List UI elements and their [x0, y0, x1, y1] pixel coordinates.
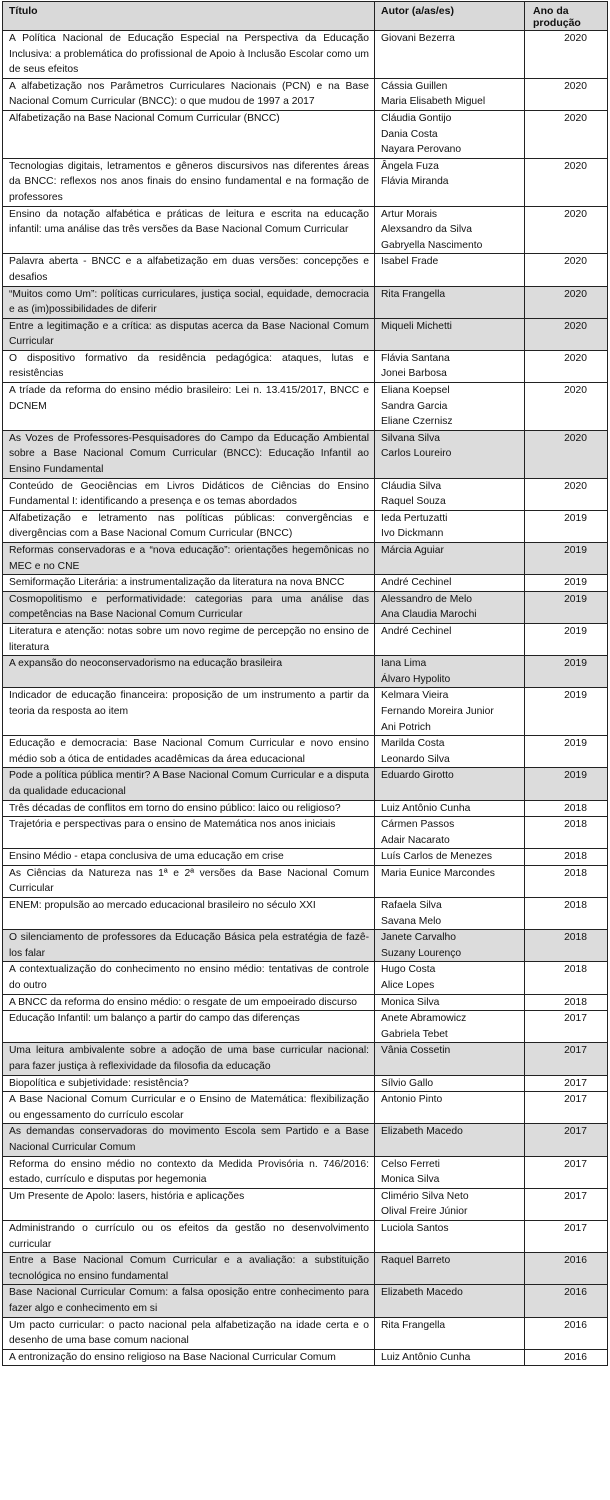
cell-title: Literatura e atenção: notas sobre um novo regime de percepção no ensino de literatura	[3, 623, 375, 655]
author-name: Rita Frangella	[381, 288, 446, 300]
author-name: Raquel Barreto	[381, 1255, 451, 1267]
cell-authors	[375, 898, 525, 930]
author-name: Alessandro de Melo	[381, 593, 473, 605]
cell-year: 2020	[525, 254, 608, 286]
cell-title: Base Nacional Curricular Comum: a falsa oposição entre conhecimento para fazer algo e conhecimento em si	[3, 1285, 375, 1317]
cell-year: 2017	[525, 1124, 608, 1156]
table-row	[3, 736, 608, 768]
table-row	[3, 1043, 608, 1075]
author-name: Eliana Koepsel	[381, 385, 450, 397]
cell-authors	[375, 591, 525, 623]
author-name: Márcia Aguiar	[381, 545, 444, 556]
cell-title: A entronização do ensino religioso na Base Nacional Curricular Comum	[3, 1349, 375, 1366]
cell-title: Um pacto curricular: o pacto nacional pela alfabetização na idade certa e o desenho de uma base comum nacional	[3, 1317, 375, 1349]
author-name: Luís Carlos de Menezes	[381, 851, 493, 863]
cell-year: 2020	[525, 110, 608, 158]
author-name: Antonio Pinto	[381, 1094, 443, 1106]
table-row	[3, 1156, 608, 1188]
cell-year: 2018	[525, 800, 608, 817]
table-row	[3, 1188, 608, 1220]
cell-title: Entre a legitimação e a crítica: as disputas acerca da Base Nacional Comum Curricular	[3, 318, 375, 350]
table-body	[3, 31, 608, 1366]
cell-year: 2017	[525, 1220, 608, 1252]
author-name: Giovani Bezerra	[381, 33, 455, 44]
table-row	[3, 1253, 608, 1285]
author-name: Flávia Miranda	[381, 176, 449, 188]
cell-authors	[375, 78, 525, 110]
cell-authors	[375, 800, 525, 817]
table-row	[3, 1285, 608, 1317]
author-name: Dania Costa	[381, 128, 438, 140]
cell-title: Reforma do ensino médio no contexto da Medida Provisória n. 746/2016: estado, currículo e disputas por hegemonia	[3, 1156, 375, 1188]
author-name: Anete Abramowicz	[381, 1013, 467, 1025]
cell-year: 2019	[525, 656, 608, 688]
author-name: Silvana Silva	[381, 432, 440, 444]
table-row	[3, 254, 608, 286]
cell-title: Trajetória e perspectivas para o ensino de Matemática nos anos iniciais	[3, 817, 375, 849]
cell-title: Biopolítica e subjetividade: resistência?	[3, 1075, 375, 1092]
cell-authors	[375, 1156, 525, 1188]
cell-year: 2019	[525, 575, 608, 592]
author-name: Elizabeth Macedo	[381, 1287, 463, 1299]
author-name: Eduardo Girotto	[381, 770, 454, 782]
cell-title: Alfabetização e letramento nas políticas públicas: convergências e divergências com a Base Nacional Comum Curricular (BNCC)	[3, 510, 375, 542]
cell-authors	[375, 543, 525, 575]
cell-title: Três décadas de conflitos em torno do ensino público: laico ou religioso?	[3, 800, 375, 817]
author-name: Ieda Pertuzatti	[381, 512, 448, 524]
cell-year: 2016	[525, 1253, 608, 1285]
cell-title: Administrando o currículo ou os efeitos da gestão no desenvolvimento curricular	[3, 1220, 375, 1252]
cell-authors	[375, 286, 525, 318]
author-name: Fernando Moreira Junior	[381, 705, 494, 717]
author-name: Janete Carvalho	[381, 932, 456, 944]
header-author: Autor (a/as/es)	[375, 2, 525, 31]
cell-authors	[375, 430, 525, 478]
table-row	[3, 78, 608, 110]
author-name: Nayara Perovano	[381, 144, 462, 156]
publications-table-wrapper	[2, 1, 607, 1366]
author-name: Luiz Antônio Cunha	[381, 802, 471, 814]
cell-title: Ensino Médio - etapa conclusiva de uma educação em crise	[3, 849, 375, 866]
cell-authors	[375, 1285, 525, 1317]
cell-title: Palavra aberta - BNCC e a alfabetização em duas versões: concepções e desafios	[3, 254, 375, 286]
cell-year: 2018	[525, 962, 608, 994]
author-name: André Cechinel	[381, 577, 452, 589]
cell-title: O silenciamento de professores da Educação Básica pela estratégia de fazê-los falar	[3, 930, 375, 962]
cell-authors	[375, 849, 525, 866]
cell-year: 2018	[525, 994, 608, 1011]
cell-year: 2019	[525, 768, 608, 800]
cell-year: 2020	[525, 383, 608, 431]
cell-year: 2020	[525, 350, 608, 382]
author-name: Adair Nacarato	[381, 834, 450, 846]
table-row	[3, 110, 608, 158]
table-row	[3, 478, 608, 510]
cell-year: 2018	[525, 930, 608, 962]
table-header-row	[3, 2, 608, 31]
author-name: Monica Silva	[381, 1174, 440, 1186]
cell-authors	[375, 478, 525, 510]
cell-year: 2020	[525, 478, 608, 510]
cell-authors	[375, 1043, 525, 1075]
table-row	[3, 817, 608, 849]
table-row	[3, 1124, 608, 1156]
author-name: Suzany Lourenço	[381, 947, 462, 959]
author-name: Luciola Santos	[381, 1222, 449, 1234]
cell-year: 2020	[525, 31, 608, 79]
cell-year: 2017	[525, 1075, 608, 1092]
cell-year: 2017	[525, 1092, 608, 1124]
cell-title: A BNCC da reforma do ensino médio: o resgate de um empoeirado discurso	[3, 994, 375, 1011]
author-name: Kelmara Vieira	[381, 690, 449, 702]
cell-title: A Base Nacional Comum Curricular e o Ensino de Matemática: flexibilização ou engessamento do currículo escolar	[3, 1092, 375, 1124]
cell-year: 2017	[525, 1188, 608, 1220]
cell-year: 2017	[525, 1011, 608, 1043]
author-name: Cássia Guillen	[381, 80, 448, 92]
author-name: Artur Morais	[381, 208, 438, 220]
cell-title: “Muitos como Um”: políticas curriculares, justiça social, equidade, democracia e as (im)possibilidades de diferir	[3, 286, 375, 318]
author-name: Eliane Czernisz	[381, 416, 453, 428]
cell-title: Uma leitura ambivalente sobre a adoção de uma base curricular nacional: para fazer justiça à reflexividade da filosofia da educação	[3, 1043, 375, 1075]
cell-authors	[375, 1124, 525, 1156]
cell-year: 2018	[525, 898, 608, 930]
cell-authors	[375, 1349, 525, 1366]
cell-year: 2019	[525, 688, 608, 736]
table-row	[3, 688, 608, 736]
cell-authors	[375, 962, 525, 994]
publications-table	[2, 1, 608, 1366]
author-name: Ivo Dickmann	[381, 528, 444, 540]
cell-authors	[375, 31, 525, 79]
cell-title: Alfabetização na Base Nacional Comum Curricular (BNCC)	[3, 110, 375, 158]
cell-year: 2019	[525, 736, 608, 768]
cell-title: Cosmopolitismo e performatividade: categorias para uma análise das competências na Base Nacional Comum Curricular	[3, 591, 375, 623]
cell-title: As Vozes de Professores-Pesquisadores do Campo da Educação Ambiental sobre a Base Nacional Comum Curricular (BNCC): Educação Infantil ao Ensino Fundamental	[3, 430, 375, 478]
cell-year: 2018	[525, 865, 608, 897]
cell-year: 2020	[525, 318, 608, 350]
table-row	[3, 350, 608, 382]
table-row	[3, 383, 608, 431]
cell-authors	[375, 623, 525, 655]
cell-authors	[375, 1075, 525, 1092]
cell-authors	[375, 575, 525, 592]
cell-title: Um Presente de Apolo: lasers, história e aplicações	[3, 1188, 375, 1220]
author-name: Gabriela Tebet	[381, 1028, 448, 1040]
cell-authors	[375, 318, 525, 350]
cell-title: Ensino da notação alfabética e práticas de leitura e escrita na educação infantil: uma análise das três versões da Base Nacional Comum Curricular	[3, 206, 375, 254]
cell-title: A contextualização do conhecimento no ensino médio: tentativas de controle do outro	[3, 962, 375, 994]
cell-authors	[375, 510, 525, 542]
cell-authors	[375, 994, 525, 1011]
author-name: Cláudia Silva	[381, 480, 442, 492]
cell-title: Indicador de educação financeira: proposição de um instrumento a partir da teoria da resposta ao item	[3, 688, 375, 736]
cell-title: A tríade da reforma do ensino médio brasileiro: Lei n. 13.415/2017, BNCC e DCNEM	[3, 383, 375, 431]
author-name: Cármen Passos	[381, 819, 455, 831]
cell-title: Educação Infantil: um balanço a partir do campo das diferenças	[3, 1011, 375, 1043]
author-name: Rita Frangella	[381, 1319, 446, 1331]
cell-authors	[375, 383, 525, 431]
table-row	[3, 318, 608, 350]
table-row	[3, 1349, 608, 1366]
cell-year: 2020	[525, 206, 608, 254]
table-row	[3, 158, 608, 206]
cell-authors	[375, 865, 525, 897]
cell-year: 2018	[525, 849, 608, 866]
cell-authors	[375, 350, 525, 382]
cell-authors	[375, 1092, 525, 1124]
author-name: Elizabeth Macedo	[381, 1126, 463, 1138]
cell-authors	[375, 110, 525, 158]
author-name: Sandra Garcia	[381, 400, 448, 412]
cell-year: 2017	[525, 1156, 608, 1188]
author-name: Celso Ferreti	[381, 1158, 440, 1170]
table-row	[3, 1317, 608, 1349]
cell-year: 2018	[525, 817, 608, 849]
cell-authors	[375, 688, 525, 736]
cell-authors	[375, 1220, 525, 1252]
cell-authors	[375, 817, 525, 849]
table-row	[3, 930, 608, 962]
cell-authors	[375, 1317, 525, 1349]
cell-title: As Ciências da Natureza nas 1ª e 2ª versões da Base Nacional Comum Curricular	[3, 865, 375, 897]
author-name: Alice Lopes	[381, 980, 435, 992]
author-name: Vânia Cossetin	[381, 1045, 451, 1057]
author-name: Rafaela Silva	[381, 900, 442, 912]
author-name: Leonardo Silva	[381, 753, 450, 765]
cell-title: Conteúdo de Geociências em Livros Didáticos de Ciências do Ensino Fundamental I: identificando a presença e os temas abordados	[3, 478, 375, 510]
cell-year: 2020	[525, 430, 608, 478]
table-row	[3, 994, 608, 1011]
cell-authors	[375, 254, 525, 286]
author-name: Iana Lima	[381, 658, 427, 670]
table-row	[3, 430, 608, 478]
author-name: Olival Freire Júnior	[381, 1206, 468, 1218]
table-row	[3, 898, 608, 930]
cell-authors	[375, 1188, 525, 1220]
author-name: Flávia Santana	[381, 352, 450, 364]
author-name: Alexsandro da Silva	[381, 224, 473, 236]
cell-authors	[375, 158, 525, 206]
table-row	[3, 510, 608, 542]
table-row	[3, 1220, 608, 1252]
author-name: Maria Eunice Marcondes	[381, 867, 495, 879]
cell-year: 2016	[525, 1285, 608, 1317]
header-year: Ano da produção	[525, 2, 608, 31]
cell-year: 2016	[525, 1349, 608, 1366]
cell-authors	[375, 768, 525, 800]
author-name: Luiz Antônio Cunha	[381, 1351, 471, 1363]
table-row	[3, 800, 608, 817]
author-name: Monica Silva	[381, 996, 440, 1008]
cell-title: A alfabetização nos Parâmetros Curriculares Nacionais (PCN) e na Base Nacional Comum Curricular (BNCC): o que mudou de 1997 a 2017	[3, 78, 375, 110]
cell-year: 2017	[525, 1043, 608, 1075]
cell-authors	[375, 1253, 525, 1285]
cell-year: 2019	[525, 623, 608, 655]
author-name: Carlos Loureiro	[381, 448, 452, 460]
header-title: Título	[3, 2, 375, 31]
cell-year: 2019	[525, 510, 608, 542]
cell-title: Semiformação Literária: a instrumentalização da literatura na nova BNCC	[3, 575, 375, 592]
author-name: Savana Melo	[381, 915, 442, 927]
cell-authors	[375, 930, 525, 962]
table-row	[3, 1092, 608, 1124]
cell-year: 2020	[525, 78, 608, 110]
author-name: Climério Silva Neto	[381, 1190, 469, 1202]
table-row	[3, 206, 608, 254]
cell-title: ENEM: propulsão ao mercado educacional brasileiro no século XXI	[3, 898, 375, 930]
cell-title: O dispositivo formativo da residência pedagógica: ataques, lutas e resistências	[3, 350, 375, 382]
cell-title: A expansão do neoconservadorismo na educação brasileira	[3, 656, 375, 688]
author-name: Álvaro Hypolito	[381, 673, 451, 685]
cell-year: 2020	[525, 286, 608, 318]
cell-year: 2016	[525, 1317, 608, 1349]
author-name: Isabel Frade	[381, 256, 439, 268]
author-name: André Cechinel	[381, 625, 452, 637]
table-row	[3, 575, 608, 592]
table-row	[3, 1011, 608, 1043]
table-row	[3, 623, 608, 655]
table-row	[3, 962, 608, 994]
table-row	[3, 286, 608, 318]
cell-title: Pode a política pública mentir? A Base Nacional Comum Curricular e a disputa da qualidade educacional	[3, 768, 375, 800]
author-name: Ângela Fuza	[381, 160, 439, 172]
cell-year: 2019	[525, 543, 608, 575]
table-row	[3, 591, 608, 623]
cell-title: A Política Nacional de Educação Especial na Perspectiva da Educação Inclusiva: a problemática do profissional de Apoio à Inclusão Escolar como um de seus efeitos	[3, 31, 375, 79]
cell-authors	[375, 656, 525, 688]
table-row	[3, 865, 608, 897]
table-row	[3, 31, 608, 79]
author-name: Jonei Barbosa	[381, 368, 447, 380]
author-name: Marilda Costa	[381, 738, 445, 750]
cell-title: Reformas conservadoras e a “nova educação”: orientações hegemônicas no MEC e no CNE	[3, 543, 375, 575]
cell-year: 2019	[525, 591, 608, 623]
author-name: Cláudia Gontijo	[381, 112, 452, 124]
author-name: Miqueli Michetti	[381, 320, 452, 332]
author-name: Ani Potrich	[381, 721, 431, 733]
author-name: Raquel Souza	[381, 496, 446, 508]
cell-title: Tecnologias digitais, letramentos e gêneros discursivos nas diferentes áreas da BNCC: reflexos nos anos finais do ensino fundamental e na formação de professores	[3, 158, 375, 206]
cell-title: Entre a Base Nacional Comum Curricular e a avaliação: a substituição tecnológica no ensino fundamental	[3, 1253, 375, 1285]
cell-authors	[375, 736, 525, 768]
cell-title: As demandas conservadoras do movimento Escola sem Partido e a Base Nacional Curricular Comum	[3, 1124, 375, 1156]
cell-authors	[375, 206, 525, 254]
cell-authors	[375, 1011, 525, 1043]
table-row	[3, 543, 608, 575]
table-row	[3, 849, 608, 866]
author-name: Sílvio Gallo	[381, 1077, 434, 1089]
author-name: Hugo Costa	[381, 964, 436, 976]
table-row	[3, 1075, 608, 1092]
author-name: Gabryella Nascimento	[381, 239, 483, 251]
table-row	[3, 768, 608, 800]
table-row	[3, 656, 608, 688]
cell-year: 2020	[525, 158, 608, 206]
author-name: Ana Claudia Marochi	[381, 609, 477, 621]
cell-title: Educação e democracia: Base Nacional Comum Curricular e novo ensino médio sob a ótica de entidades acadêmicas da área educacional	[3, 736, 375, 768]
author-name: Maria Elisabeth Miguel	[381, 96, 486, 108]
